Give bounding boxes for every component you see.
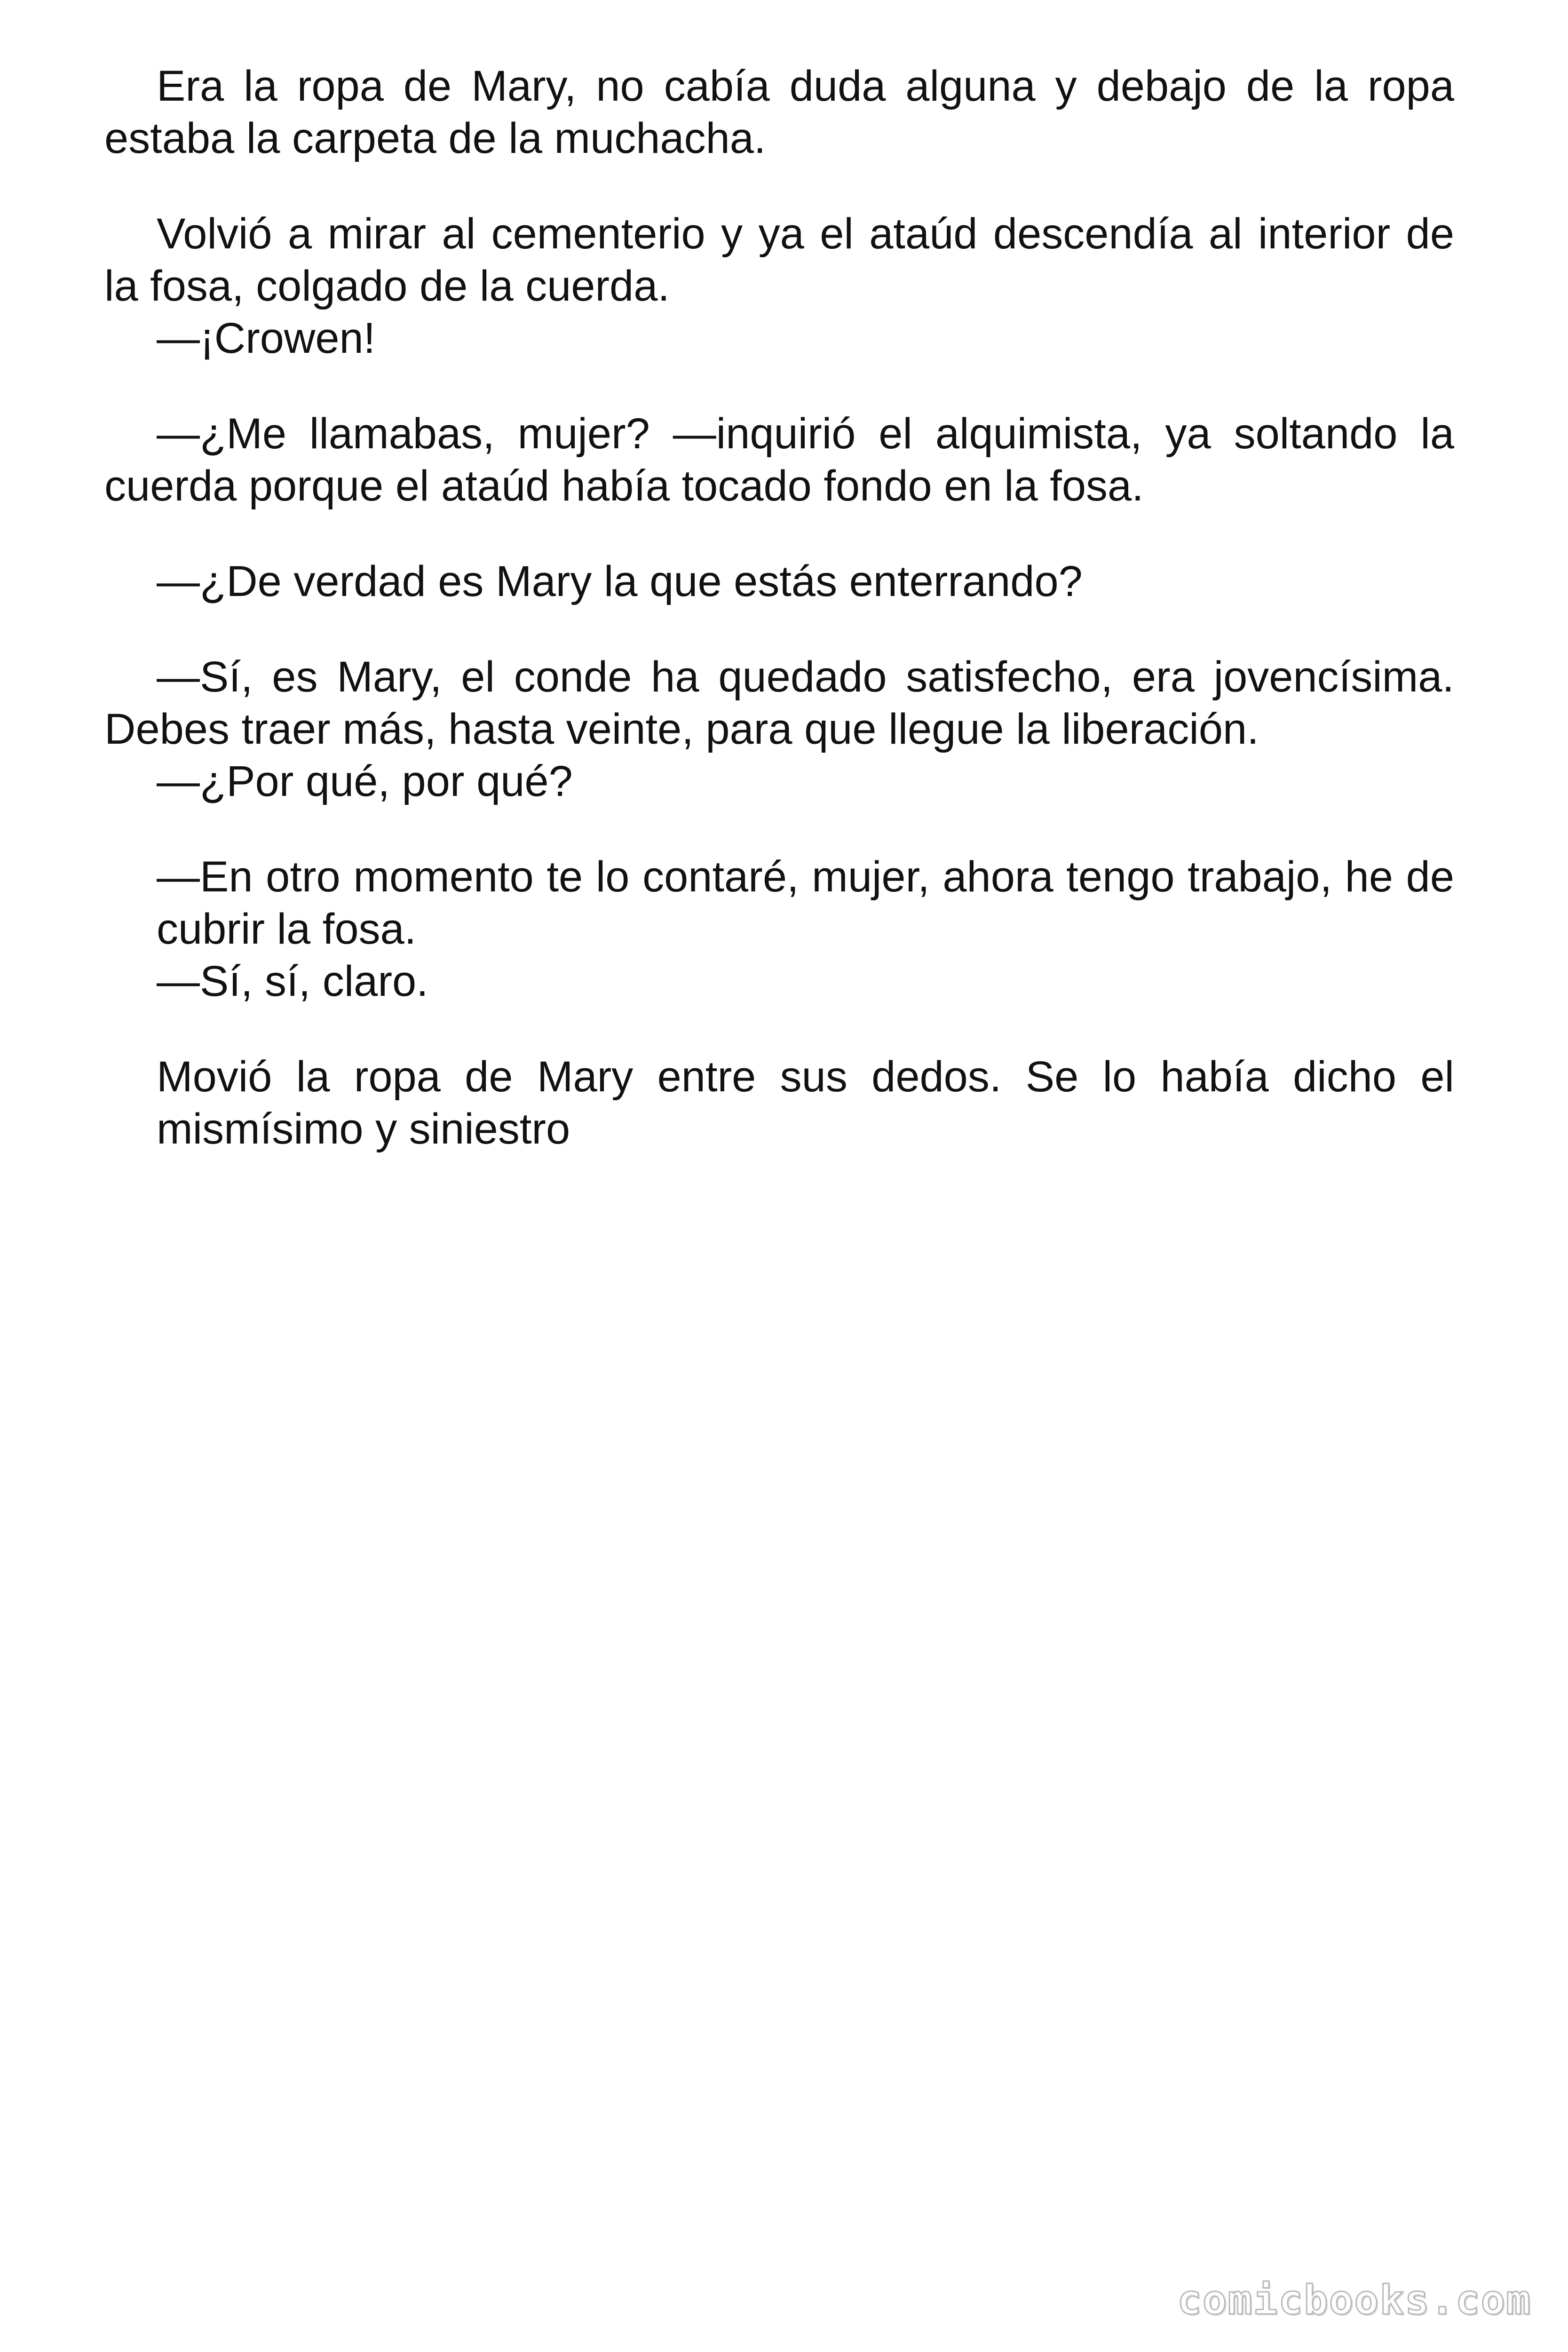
- dialogue-line: —Sí, sí, claro.: [157, 957, 428, 1005]
- watermark-logo: comicbooks.com: [1177, 2277, 1531, 2324]
- paragraph: Volvió a mirar al cementerio y ya el ataúd descendía al interior de la fosa, colgado de la cuerda.: [104, 210, 1454, 310]
- dialogue-line: —¿Me llamabas, mujer? —inquirió el alquimista, ya soltando la cuerda porque el ataúd había tocado fondo en la fosa.: [104, 410, 1454, 510]
- paragraph: Movió la ropa de Mary entre sus dedos. Se lo había dicho el mismísimo y siniestro: [157, 1053, 1454, 1153]
- dialogue-line: —En otro momento te lo contaré, mujer, ahora tengo trabajo, he de cubrir la fosa.: [157, 853, 1454, 953]
- dialogue-line: —¡Crowen!: [157, 314, 376, 362]
- paragraph: Era la ropa de Mary, no cabía duda alguna y debajo de la ropa estaba la carpeta de la muchacha.: [104, 62, 1454, 162]
- dialogue-line: —¿De verdad es Mary la que estás enterrando?: [157, 557, 1083, 605]
- dialogue-line: —Sí, es Mary, el conde ha quedado satisfecho, era jovencísima. Debes traer más, hasta veinte, para que llegue la liberación.: [104, 653, 1454, 753]
- dialogue-line: —¿Por qué, por qué?: [157, 757, 573, 805]
- page-body-text: [104, 60, 1454, 1155]
